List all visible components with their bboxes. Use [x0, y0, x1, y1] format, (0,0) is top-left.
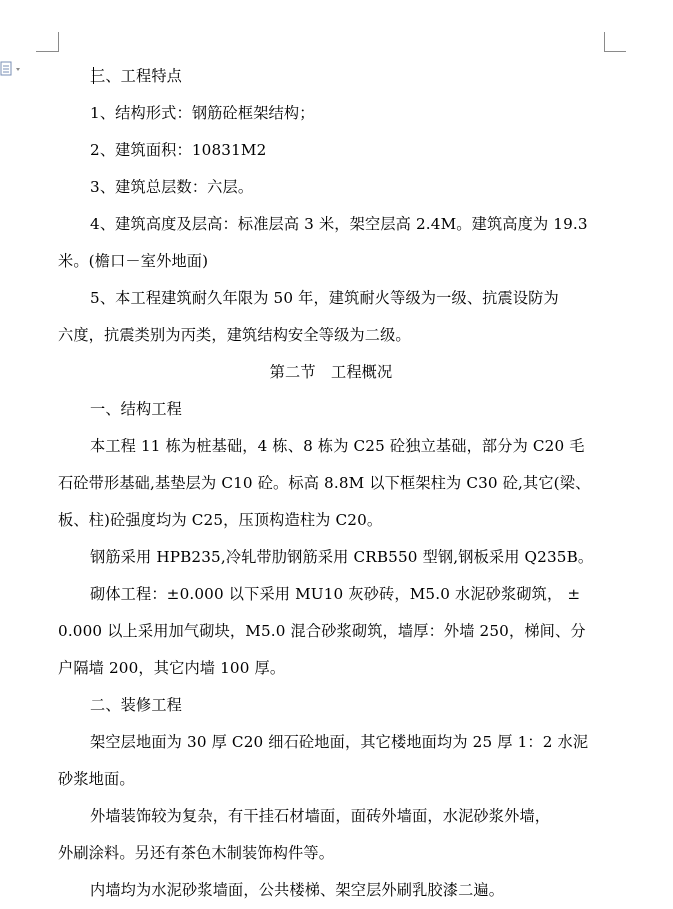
paragraph-line: 外刷涂料。另还有茶色木制装饰构件等。 — [58, 844, 335, 862]
heading-structural-works: 一、结构工程 — [90, 400, 183, 418]
paragraph-line: 石砼带形基础,基垫层为 C10 砼。标高 8.8M 以下框架柱为 C30 砼,其它(梁、 — [58, 474, 591, 492]
paragraph-line: 户隔墙 200，其它内墙 100 厚。 — [58, 659, 286, 677]
crop-mark-top-right-horizontal — [604, 51, 626, 52]
paragraph-line: 4、建筑高度及层高：标准层高 3 米，架空层高 2.4M。建筑高度为 19.3 — [90, 215, 588, 233]
crop-mark-top-left-horizontal — [36, 51, 59, 52]
section-title: 第二节 工程概况 — [269, 363, 393, 381]
paragraph-line: 外墙装饰较为复杂，有干挂石材墙面，面砖外墙面，水泥砂浆外墙， — [90, 807, 551, 825]
paragraph-line: 0.000 以上采用加气砌块，M5.0 混合砂浆砌筑，墙厚：外墙 250，梯间、分 — [58, 622, 586, 640]
paragraph-line: 钢筋采用 HPB235,冷轧带肋钢筋采用 CRB550 型钢,钢板采用 Q235B。 — [90, 548, 594, 566]
paragraph-line: 3、建筑总层数：六层。 — [90, 178, 254, 196]
paragraph-line: 内墙均为水泥砂浆墙面，公共楼梯、架空层外刷乳胶漆二遍。 — [90, 881, 505, 899]
paragraph-line: 本工程 11 栋为桩基础，4 栋、8 栋为 C25 砼独立基础，部分为 C20 毛 — [90, 437, 585, 455]
crop-mark-top-right-vertical — [604, 32, 605, 52]
paragraph-line: 砂浆地面。 — [58, 770, 135, 788]
paste-options-icon[interactable] — [0, 60, 22, 78]
paragraph-line: 板、柱)砼强度均为 C25，压顶构造柱为 C20。 — [58, 511, 383, 529]
paragraph-line: 5、本工程建筑耐久年限为 50 年，建筑耐火等级为一级、抗震设防为 — [90, 289, 559, 307]
paragraph-line: 2、建筑面积：10831M2 — [90, 141, 267, 159]
paragraph-line: 砌体工程：±0.000 以下采用 MU10 灰砂砖，M5.0 水泥砂浆砌筑， ± — [90, 585, 581, 603]
paragraph-line: 六度，抗震类别为丙类，建筑结构安全等级为二级。 — [58, 326, 411, 344]
heading-project-features: 三、工程特点 — [90, 67, 183, 85]
paragraph-line: 米。(檐口－室外地面) — [58, 252, 209, 270]
heading-decoration-works: 二、装修工程 — [90, 696, 183, 714]
paragraph-line: 架空层地面为 30 厚 C20 细石砼地面，其它楼地面均为 25 厚 1：2 水泥 — [90, 733, 589, 751]
paragraph-line: 1、结构形式：钢筋砼框架结构； — [90, 104, 315, 122]
document-page[interactable] — [58, 58, 604, 909]
crop-mark-top-left-vertical — [58, 32, 59, 52]
